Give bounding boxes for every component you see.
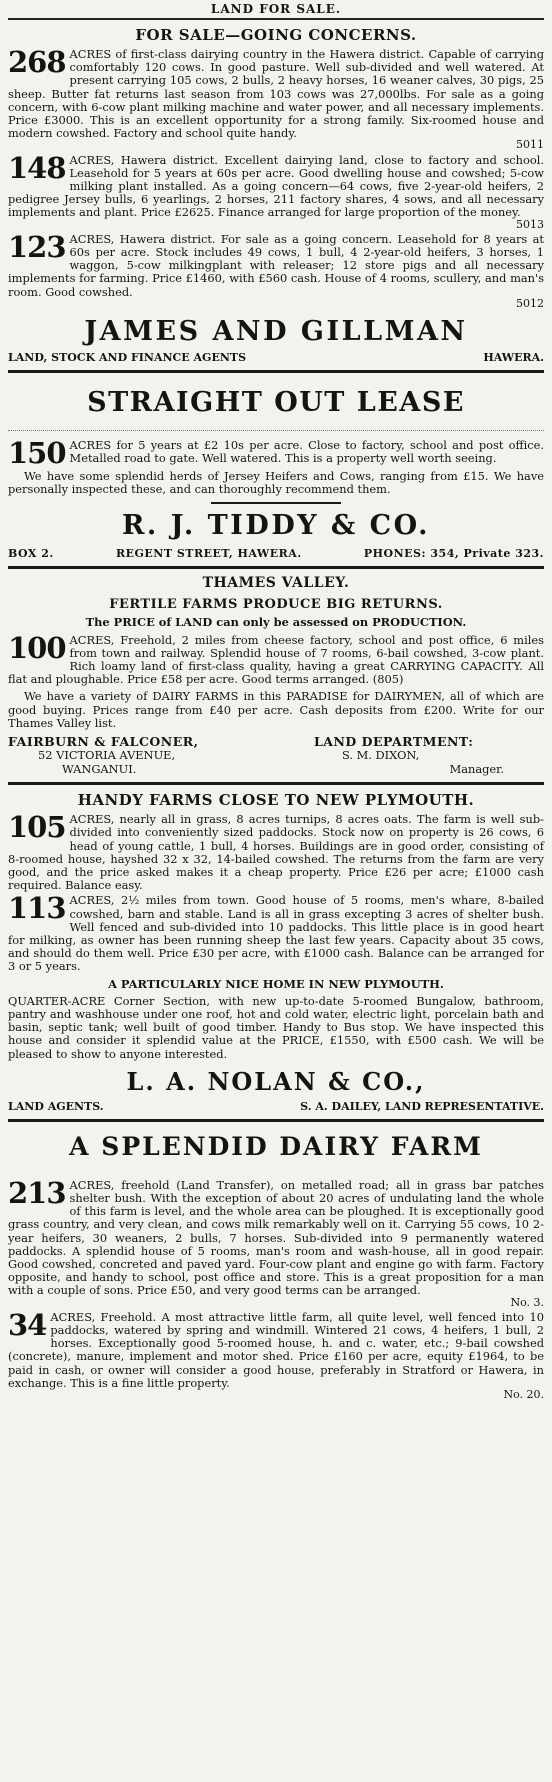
listing-text: ACRES, Freehold, 2 miles from cheese factory, school and post office, 6 miles from town and railway. Splendid house of 7 rooms, 6-bail cowshed, 3-cow plant. Rich loamy land of first-class quality, having a great CARRYING CAPACITY. All flat and ploughable. Price £58 per acre. Good terms arranged. bbox=[8, 632, 544, 687]
section-divider bbox=[8, 370, 544, 373]
listing-text: ACRES, Freehold. A most attractive little farm, all quite level, well fenced into 10 paddocks, watered by spring and windmill. Wintered 21 cows, 4 heifers, 1 bull, 2 horses. Exceptionally good 5-roomed house, h. and c. water, etc.; 9-bail cowshed (concrete), manure, implement and motor shed. Price £160 per acre, equity £1964, to be paid in cash, or owner will consider a good house, preferably in Stratford or Hawera, in exchange. This is a fine little property. bbox=[8, 1309, 544, 1390]
listing-100 bbox=[8, 630, 544, 687]
listing-123 bbox=[8, 229, 544, 310]
land-department: LAND DEPARTMENT: bbox=[314, 734, 474, 750]
lot-number: 34 bbox=[8, 1307, 47, 1342]
firm-right bbox=[314, 734, 544, 776]
department-manager-name: S. M. DIXON, bbox=[342, 748, 420, 763]
section-divider bbox=[8, 782, 544, 785]
section-title-going-concerns: FOR SALE—GOING CONCERNS. bbox=[135, 26, 417, 44]
firm-footer bbox=[8, 351, 544, 364]
newspaper-page bbox=[8, 0, 544, 1401]
listing-34 bbox=[8, 1307, 544, 1401]
lot-number: 268 bbox=[8, 45, 66, 79]
listing-ref: No. 3. bbox=[510, 1295, 544, 1309]
firm-contact bbox=[8, 547, 544, 560]
listing-ref: 5012 bbox=[516, 296, 544, 310]
firm-nolan: L. A. NOLAN & CO., bbox=[126, 1066, 426, 1096]
firm-block bbox=[8, 734, 544, 776]
listing-ref: 5013 bbox=[516, 217, 544, 231]
section-title-straight-out-lease: STRAIGHT OUT LEASE bbox=[87, 387, 465, 419]
street-address: REGENT STREET, HAWERA. bbox=[115, 547, 302, 561]
listing-ref: (805) bbox=[372, 672, 404, 687]
listing-ref: No. 20. bbox=[503, 1388, 544, 1401]
lot-number: 100 bbox=[8, 630, 66, 665]
firm-description: LAND, STOCK AND FINANCE AGENTS bbox=[8, 351, 247, 365]
nice-home-text: QUARTER-ACRE Corner Section, with new up-to-date 5-roomed Bungalow, bathroom, pantry and washhouse under one roof, hot and cold water, electric light, porcelain bath and basin, septic tank; well built of good timber. Handy to Bus stop. We have inspected this house and consider it splendid value at the PRICE, £1550, with £500 cash. We will be pleased to show to anyone interested. bbox=[8, 993, 544, 1061]
section-title-new-plymouth: HANDY FARMS CLOSE TO NEW PLYMOUTH. bbox=[77, 791, 475, 810]
firm-james-gillman: JAMES AND GILLMAN bbox=[84, 316, 468, 348]
lot-number: 213 bbox=[8, 1175, 66, 1210]
listing-105 bbox=[8, 810, 544, 893]
lot-number: 113 bbox=[8, 891, 66, 926]
firm-representative: S. A. DAILEY, LAND REPRESENTATIVE. bbox=[300, 1099, 544, 1113]
listing-text: ACRES, freehold (Land Transfer), on metalled road; all in grass bar patches shelter bush. With the exception of about 20 acres of undulating land the whole of this farm is level, and the whole area can be ploughed. It is exceptionally good grass country, and very clean, and cows milk remarkably well on it. Carrying 55 cows, 10 2-year heifers, 30 weaners, 2 bulls, 7 horses. Sub-divided into 9 permanently watered paddocks. A splendid house of 5 rooms, man's room and wash-house, all in good repair. Good cowshed, concreted and paved yard. Four-cow plant and engine go with farm. Factory opposite, and handy to school, post office and store. This is a great proposition for a man with a couple of sons. Price £50, and very good terms can be arranged. bbox=[8, 1177, 544, 1298]
firm-footer bbox=[8, 1100, 544, 1113]
section-divider bbox=[8, 1119, 544, 1122]
section-title-splendid-dairy-farm: A SPLENDID DAIRY FARM bbox=[69, 1131, 483, 1161]
firm-left bbox=[8, 734, 278, 776]
heifers-paragraph: We have some splendid herds of Jersey Heifers and Cows, ranging from £15. We have personally inspected these, and can thoroughly recommend them. bbox=[8, 469, 544, 497]
department-manager-role: Manager. bbox=[449, 761, 504, 776]
listing-150 bbox=[8, 436, 544, 471]
short-divider bbox=[211, 502, 341, 504]
dairy-farms-paragraph: We have a variety of DAIRY FARMS in this PARADISE for DAIRYMEN, all of which are good buying. Prices range from £40 per acre. Cash deposits from £200. Write for our Thames Valley list. bbox=[8, 689, 544, 730]
lot-number: 123 bbox=[8, 229, 66, 264]
listing-113 bbox=[8, 891, 544, 974]
nice-home-title: A PARTICULARLY NICE HOME IN NEW PLYMOUTH. bbox=[108, 976, 444, 991]
section-divider bbox=[8, 566, 544, 569]
section-subtitle: FERTILE FARMS PRODUCE BIG RETURNS. bbox=[109, 597, 443, 613]
listing-ref: 5011 bbox=[516, 138, 544, 152]
box-number: BOX 2. bbox=[8, 547, 54, 561]
listing-213 bbox=[8, 1175, 544, 1309]
listing-text: ACRES of first-class dairying country in the Hawera district. Capable of carrying comfortably 120 cows. In good pasture. Well sub-divided and well watered. At present carrying 105 cows, 2 bulls, 2 heavy horses, 16 weaner calves, 30 pigs, 25 sheep. Butter fat returns last season from 103 cows was 27,000lbs. For sale as a going concern, with 6-cow plant milking machine and water power, and all necessary implements. Price £3000. This is an excellent opportunity for a strong family. Six-roomed house and modern cowshed. Factory and school quite handy. bbox=[8, 47, 544, 141]
lead-line: The PRICE of LAND can only be assessed on PRODUCTION. bbox=[85, 615, 467, 630]
section-title-thames-valley: THAMES VALLEY. bbox=[202, 575, 350, 592]
lot-number: 148 bbox=[8, 150, 66, 185]
listing-148 bbox=[8, 150, 544, 231]
lot-number: 150 bbox=[8, 436, 66, 471]
phone-numbers: PHONES: 354, Private 323. bbox=[363, 547, 544, 561]
page-header: LAND FOR SALE. bbox=[8, 2, 544, 20]
listing-268 bbox=[8, 45, 544, 152]
dotted-divider bbox=[8, 430, 544, 431]
firm-description: LAND AGENTS. bbox=[8, 1099, 104, 1113]
listing-text: ACRES, Hawera district. Excellent dairying land, close to factory and school. Leasehold for 5 years at 60s per acre. Good dwelling house and cowshed; 5-cow milking plant installed. As a going concern—64 cows, five 2-year-old heifers, 2 pedigree Jersey bulls, 6 yearlings, 2 horses, 211 factory shares, 4 sows, and all necessary implements and plant. Price £2625. Finance arranged for large proportion of the money. bbox=[8, 152, 544, 220]
lot-number: 105 bbox=[8, 810, 66, 845]
firm-address-1: 52 VICTORIA AVENUE, bbox=[38, 748, 176, 763]
listing-text: ACRES for 5 years at £2 10s per acre. Close to factory, school and post office. Metalled road to gate. Well watered. This is a property well worth seeing. bbox=[69, 438, 544, 466]
listing-text: ACRES, 2½ miles from town. Good house of 5 rooms, men's whare, 8-bailed cowshed, barn and stable. Land is all in grass excepting 3 acres of shelter bush. Well fenced and sub-divided into 10 paddocks. This little place is in good heart for milking, as owner has been running sheep the last few years. Capacity about 35 cows, and should do them well. Price £30 per acre, with £1000 cash. Balance can be arranged for 3 or 5 years. bbox=[8, 893, 544, 974]
listing-text: ACRES, nearly all in grass, 8 acres turnips, 8 acres oats. The farm is well sub-divided into conveniently sized paddocks. Stock now on property is 26 cows, 6 head of young cattle, 1 bull, 4 horses. Buildings are in good order, consisting of 8-roomed house, hayshed 32 x 32, 14-bailed cowshed. The returns from the farm are very good, and the price asked makes it a cheap property. Price £26 per acre; £1000 cash required. Balance easy. bbox=[8, 812, 544, 893]
firm-fairburn-falconer: FAIRBURN & FALCONER, bbox=[8, 734, 199, 750]
firm-address-2: WANGANUI. bbox=[62, 761, 137, 776]
firm-tiddy: R. J. TIDDY & CO. bbox=[121, 510, 431, 542]
firm-town: HAWERA. bbox=[483, 351, 544, 365]
listing-text: ACRES, Hawera district. For sale as a going concern. Leasehold for 8 years at 60s per acre. Stock includes 49 cows, 1 bull, 4 2-year-old heifers, 3 horses, 1 waggon, 5-cow milkingplant with releaser; 12 store pigs and all necessary implements for farming. Price £1460, with £560 cash. House of 4 rooms, scullery, and man's room. Good cowshed. bbox=[8, 231, 544, 299]
